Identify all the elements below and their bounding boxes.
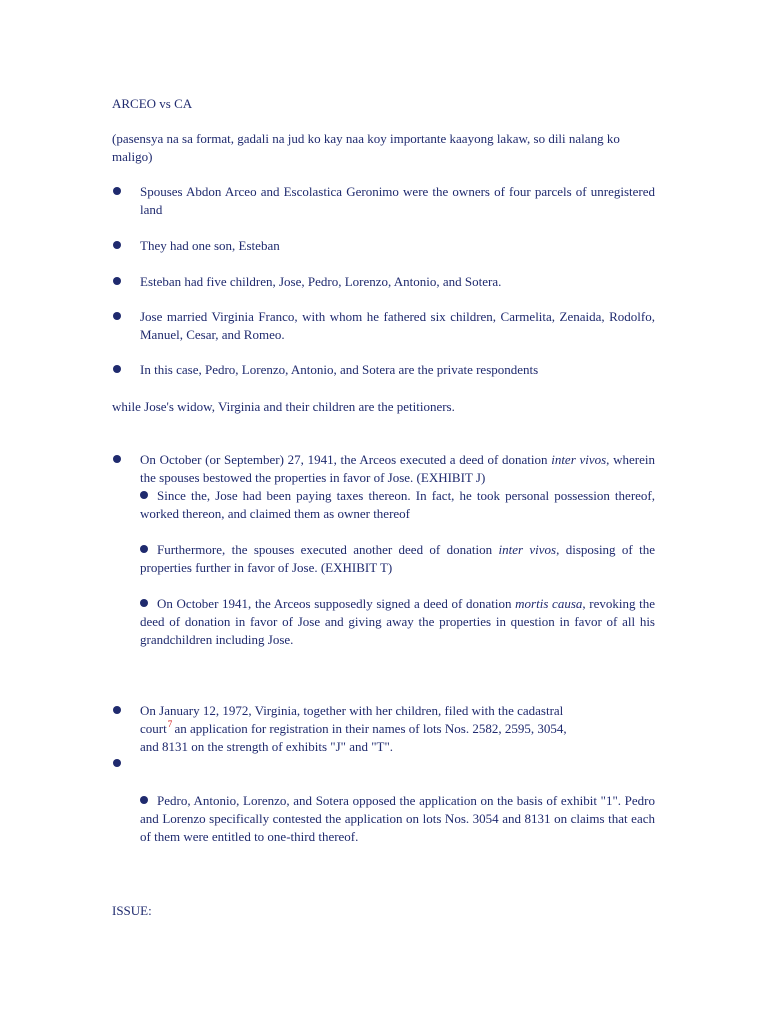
- issue-heading: ISSUE:: [112, 903, 152, 918]
- sub-bullet-mortis-causa: On October 1941, the Arceos supposedly signed a deed of donation mortis causa, revoking the deed of donation in favor of Jose and giving away the properties in question in favor of all his grandchildren including Jose.: [140, 596, 656, 647]
- bullet-spouses-owners: Spouses Abdon Arceo and Escolastica Geronimo were the owners of four parcels of unregistered land: [140, 184, 655, 217]
- bullet-application: On January 12, 1972, Virginia, together with her children, filed with the cadastral court$^7$ an application for registration in their names of lots Nos. 2582, 2595, 3054, and 8131 on the strength of exhibits "J" and "T".: [140, 703, 567, 754]
- sub-bullet-paying-taxes: Since the, Jose had been paying taxes thereon. In fact, he took personal possession thereof, worked thereon, and claimed them as owner thereof: [140, 488, 655, 521]
- author-note: (pasensya na sa format, gadali na jud ko kay naa koy importante kaayong lakaw, so dili nalang ko maligo): [112, 131, 620, 164]
- bullet-icon: [113, 455, 121, 463]
- bullet-deed-inter-vivos: On October (or September) 27, 1941, the Arceos executed a deed of donation inter vivos, wherein the spouses bestowed the properties in favor of Jose. (EXHIBIT J): [140, 452, 655, 485]
- footnote-marker: 7: [167, 719, 173, 729]
- bullet-five-children: Esteban had five children, Jose, Pedro, Lorenzo, Antonio, and Sotera.: [140, 274, 502, 289]
- bullet-icon: [140, 599, 148, 607]
- bullet-icon: [113, 759, 121, 767]
- bullet-icon: [113, 187, 121, 195]
- page-title: ARCEO vs CA: [112, 96, 193, 111]
- bullet-icon: [113, 312, 121, 320]
- sub-bullet-opposition: Pedro, Antonio, Lorenzo, and Sotera opposed the application on the basis of exhibit "1". Pedro and Lorenzo specifically contested the application on lots Nos. 3054 and 8131 on claims that each of them were entitled to one-third thereof.: [140, 793, 655, 844]
- bullet-icon: [113, 277, 121, 285]
- bullet-icon: [140, 796, 148, 804]
- petitioners-line: while Jose's widow, Virginia and their children are the petitioners.: [112, 399, 455, 414]
- bullet-private-respondents: In this case, Pedro, Lorenzo, Antonio, and Sotera are the private respondents: [140, 362, 539, 377]
- bullet-icon: [113, 365, 121, 373]
- bullet-icon: [140, 545, 148, 553]
- sub-bullet-another-deed: Furthermore, the spouses executed another deed of donation inter vivos, disposing of the properties further in favor of Jose. (EXHIBIT T): [140, 542, 655, 575]
- bullet-icon: [113, 241, 121, 249]
- bullet-jose-married: Jose married Virginia Franco, with whom he fathered six children, Carmelita, Zenaida, Rodolfo, Manuel, Cesar, and Romeo.: [140, 309, 655, 342]
- bullet-icon: [140, 491, 148, 499]
- bullet-one-son: They had one son, Esteban: [140, 238, 280, 253]
- bullet-icon: [113, 706, 121, 714]
